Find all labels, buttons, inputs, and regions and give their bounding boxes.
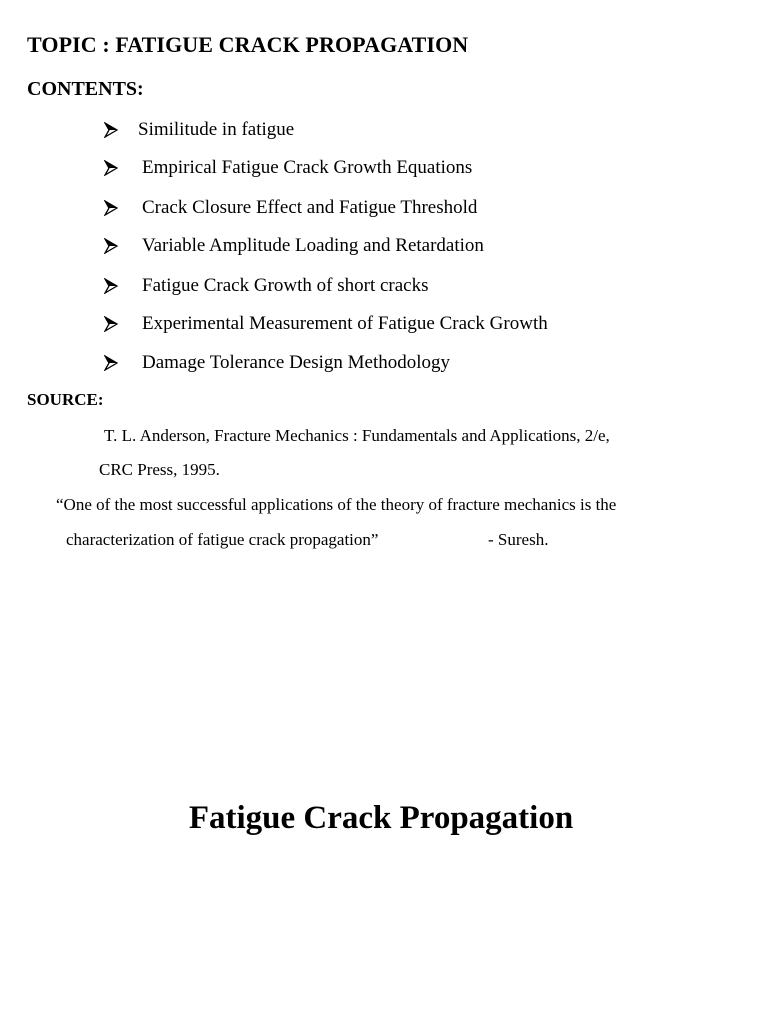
arrowhead-bullet-icon: [104, 160, 118, 176]
source-citation-line-1: T. L. Anderson, Fracture Mechanics : Fundamentals and Applications, 2/e,: [104, 426, 610, 445]
list-item-text: Damage Tolerance Design Methodology: [142, 352, 451, 373]
list-item-text: Fatigue Crack Growth of short cracks: [142, 275, 429, 296]
quote-line-1: “One of the most successful applications of the theory of fracture mechanics is the: [56, 495, 617, 514]
arrowhead-bullet-icon: [104, 122, 118, 138]
source-citation-line-2: CRC Press, 1995.: [99, 460, 220, 479]
list-item-text: Experimental Measurement of Fatigue Crack Growth: [142, 313, 548, 334]
list-item-text: Variable Amplitude Loading and Retardation: [142, 235, 484, 256]
arrowhead-bullet-icon: [104, 316, 118, 332]
list-item-text: Crack Closure Effect and Fatigue Threshold: [142, 197, 478, 218]
main-title: Fatigue Crack Propagation: [188, 800, 574, 836]
arrowhead-bullet-icon: [104, 278, 118, 294]
arrowhead-bullet-icon: [104, 238, 118, 254]
list-item-text: Similitude in fatigue: [138, 119, 295, 140]
contents-heading: CONTENTS:: [27, 78, 144, 100]
arrowhead-bullet-icon: [104, 200, 118, 216]
list-item-text: Empirical Fatigue Crack Growth Equations: [142, 157, 473, 178]
topic-title: TOPIC : FATIGUE CRACK PROPAGATION: [27, 32, 469, 57]
arrowhead-bullet-icon: [104, 355, 118, 371]
source-heading: SOURCE:: [27, 390, 104, 409]
quote-author: - Suresh.: [488, 530, 549, 549]
quote-line-2: characterization of fatigue crack propagation”: [66, 530, 379, 549]
